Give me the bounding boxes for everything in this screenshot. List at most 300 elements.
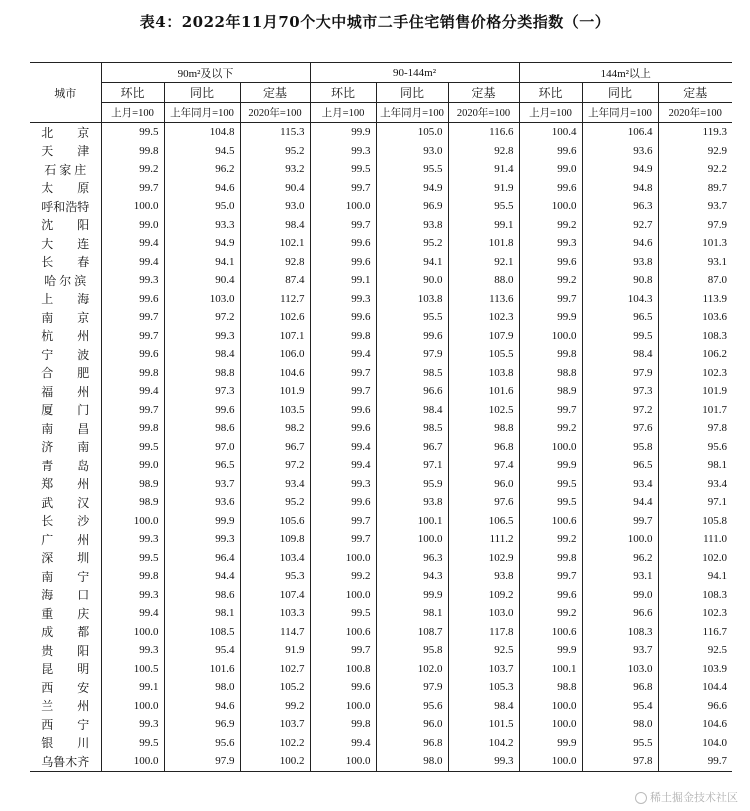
index-value: 94.1 [164,253,240,272]
index-value: 96.8 [448,438,519,457]
index-value: 102.3 [658,364,732,383]
index-value: 99.2 [519,271,582,290]
sub-header-yoy: 同比 [582,83,658,103]
index-value: 100.0 [582,530,658,549]
index-value: 99.8 [519,549,582,568]
index-value: 96.0 [376,715,448,734]
index-value: 97.1 [658,493,732,512]
index-value: 97.2 [582,401,658,420]
city-name: 贵 阳 [41,643,90,658]
index-value: 92.2 [658,160,732,179]
index-value: 103.0 [448,604,519,623]
index-value: 98.6 [164,586,240,605]
city-name: 福 州 [41,384,90,399]
index-value: 98.4 [376,401,448,420]
index-value: 98.8 [164,364,240,383]
base-header-fixed: 2020年=100 [240,103,310,123]
index-value: 95.9 [376,475,448,494]
index-value: 99.3 [519,234,582,253]
index-value: 103.8 [376,290,448,309]
index-value: 92.7 [582,216,658,235]
index-value: 95.6 [164,734,240,753]
index-value: 93.4 [658,475,732,494]
index-value: 96.2 [164,160,240,179]
index-value: 116.6 [448,123,519,142]
index-value: 98.4 [240,216,310,235]
index-value: 99.0 [101,216,164,235]
city-name: 兰 州 [41,699,90,714]
index-value: 99.8 [310,715,376,734]
city-name: 天 津 [41,144,90,159]
index-value: 99.3 [310,142,376,161]
index-value: 98.9 [519,382,582,401]
index-value: 96.4 [164,549,240,568]
index-value: 99.6 [519,142,582,161]
base-header-mom: 上月=100 [310,103,376,123]
sub-header-fixed: 定基 [448,83,519,103]
index-value: 87.4 [240,271,310,290]
index-value: 109.8 [240,530,310,549]
index-value: 98.5 [376,419,448,438]
index-value: 104.8 [164,123,240,142]
index-value: 102.0 [658,549,732,568]
index-value: 99.9 [164,512,240,531]
index-value: 99.3 [101,530,164,549]
index-value: 100.0 [519,438,582,457]
index-value: 99.7 [310,512,376,531]
index-value: 95.4 [582,697,658,716]
index-value: 105.5 [448,345,519,364]
index-value: 99.6 [519,253,582,272]
index-value: 99.2 [519,530,582,549]
index-value: 95.3 [240,567,310,586]
index-value: 100.0 [519,697,582,716]
index-value: 102.1 [240,234,310,253]
index-value: 100.0 [310,549,376,568]
index-value: 99.3 [310,475,376,494]
index-value: 107.1 [240,327,310,346]
index-value: 96.9 [376,197,448,216]
index-value: 99.8 [101,567,164,586]
index-value: 99.4 [101,382,164,401]
index-value: 95.6 [376,697,448,716]
index-value: 94.6 [164,179,240,198]
index-value: 106.2 [658,345,732,364]
index-value: 99.7 [310,641,376,660]
index-value: 113.6 [448,290,519,309]
index-value: 99.7 [101,179,164,198]
index-value: 95.5 [376,160,448,179]
city-name: 南 昌 [41,421,90,436]
index-value: 103.0 [164,290,240,309]
city-name: 上 海 [41,292,90,307]
index-value: 96.6 [658,697,732,716]
index-value: 99.1 [448,216,519,235]
index-value: 99.6 [519,586,582,605]
index-value: 100.5 [101,660,164,679]
city-name: 深 圳 [41,551,90,566]
index-value: 93.4 [240,475,310,494]
city-name: 广 州 [41,532,90,547]
table-row [30,697,732,716]
index-value: 96.5 [582,456,658,475]
city-name: 太 原 [41,181,90,196]
index-value: 93.1 [658,253,732,272]
price-index-table [30,62,732,772]
index-value: 112.7 [240,290,310,309]
index-value: 100.0 [310,697,376,716]
index-value: 93.8 [376,493,448,512]
table-row [30,549,732,568]
sub-header-yoy: 同比 [164,83,240,103]
table-row [30,493,732,512]
index-value: 99.7 [310,364,376,383]
index-value: 101.7 [658,401,732,420]
index-value: 106.0 [240,345,310,364]
index-value: 98.8 [519,678,582,697]
index-value: 93.8 [376,216,448,235]
index-value: 104.2 [448,734,519,753]
index-value: 101.6 [164,660,240,679]
city-name: 南 京 [41,310,90,325]
index-value: 92.8 [240,253,310,272]
index-value: 96.2 [582,549,658,568]
city-name: 宁 波 [41,347,90,362]
page-title: 表4：2022年11月70个大中城市二手住宅销售价格分类指数（一） [139,13,611,31]
index-value: 94.9 [582,160,658,179]
index-value: 92.5 [448,641,519,660]
index-value: 100.0 [519,197,582,216]
index-value: 102.3 [658,604,732,623]
index-value: 97.3 [164,382,240,401]
index-value: 99.9 [376,586,448,605]
index-value: 99.4 [101,604,164,623]
index-value: 99.7 [519,401,582,420]
index-value: 99.1 [310,271,376,290]
index-value: 99.8 [519,345,582,364]
index-value: 98.4 [582,345,658,364]
index-value: 92.5 [658,641,732,660]
sub-header-yoy: 同比 [376,83,448,103]
base-header-mom: 上月=100 [519,103,582,123]
table-row [30,290,732,309]
index-value: 113.9 [658,290,732,309]
index-value: 103.9 [658,660,732,679]
index-value: 100.0 [310,197,376,216]
group-header-large: 144m²以上 [519,63,732,83]
index-value: 99.6 [310,234,376,253]
index-value: 99.4 [310,345,376,364]
index-value: 116.7 [658,623,732,642]
index-value: 98.8 [448,419,519,438]
index-value: 99.3 [101,271,164,290]
group-header-medium: 90-144m² [310,63,519,83]
index-value: 100.1 [519,660,582,679]
group-header-small: 90m²及以下 [101,63,310,83]
city-name: 成 都 [41,625,90,640]
index-value: 103.0 [582,660,658,679]
index-value: 99.0 [101,456,164,475]
index-value: 100.0 [310,586,376,605]
index-value: 103.3 [240,604,310,623]
index-value: 99.6 [164,401,240,420]
index-value: 99.9 [519,456,582,475]
index-value: 95.2 [376,234,448,253]
index-value: 104.3 [582,290,658,309]
index-value: 97.6 [582,419,658,438]
index-value: 92.1 [448,253,519,272]
index-value: 95.5 [448,197,519,216]
index-value: 99.7 [582,512,658,531]
index-value: 100.0 [519,327,582,346]
index-value: 105.2 [240,678,310,697]
index-value: 96.8 [582,678,658,697]
city-name: 昆 明 [41,662,90,677]
table-row [30,345,732,364]
index-value: 101.5 [448,715,519,734]
index-value: 100.4 [519,123,582,142]
index-value: 93.4 [582,475,658,494]
index-value: 100.0 [519,715,582,734]
index-value: 108.5 [164,623,240,642]
index-value: 102.0 [376,660,448,679]
index-value: 99.5 [101,549,164,568]
index-value: 99.4 [101,253,164,272]
index-value: 102.5 [448,401,519,420]
city-name: 西 宁 [41,717,90,732]
index-value: 108.3 [658,327,732,346]
base-header-yoy: 上年同月=100 [376,103,448,123]
table-row [30,530,732,549]
index-value: 97.2 [164,308,240,327]
index-value: 87.0 [658,271,732,290]
index-value: 94.8 [582,179,658,198]
index-value: 93.7 [164,475,240,494]
index-value: 95.8 [582,438,658,457]
index-value: 93.0 [376,142,448,161]
table-body [30,123,732,772]
index-value: 97.0 [164,438,240,457]
index-value: 99.0 [519,160,582,179]
index-value: 100.0 [101,623,164,642]
table-row [30,604,732,623]
index-value: 107.4 [240,586,310,605]
index-value: 99.3 [164,530,240,549]
index-value: 89.7 [658,179,732,198]
table-row [30,401,732,420]
index-value: 99.6 [101,290,164,309]
index-value: 99.7 [310,530,376,549]
table-row [30,456,732,475]
index-value: 100.6 [519,623,582,642]
index-value: 99.9 [519,641,582,660]
index-value: 99.8 [101,364,164,383]
base-header-fixed: 2020年=100 [448,103,519,123]
index-value: 90.8 [582,271,658,290]
index-value: 99.5 [310,160,376,179]
index-value: 99.3 [448,752,519,771]
index-value: 99.9 [519,308,582,327]
index-value: 99.6 [310,678,376,697]
index-value: 91.9 [448,179,519,198]
city-name: 北 京 [41,125,90,140]
index-value: 99.3 [101,715,164,734]
index-value: 96.9 [164,715,240,734]
city-name: 石 家 庄 [44,162,87,177]
table-row [30,160,732,179]
index-value: 99.2 [101,160,164,179]
index-value: 100.0 [519,752,582,771]
index-value: 104.0 [658,734,732,753]
index-value: 98.5 [376,364,448,383]
index-value: 99.6 [310,401,376,420]
index-value: 104.6 [240,364,310,383]
index-value: 98.9 [101,475,164,494]
index-value: 93.0 [240,197,310,216]
index-value: 99.7 [101,401,164,420]
sub-header-mom: 环比 [519,83,582,103]
city-name: 大 连 [41,236,90,251]
index-value: 99.6 [310,253,376,272]
table-row [30,271,732,290]
city-name: 合 肥 [41,366,90,381]
index-value: 99.5 [582,327,658,346]
index-value: 100.0 [101,197,164,216]
index-value: 95.8 [376,641,448,660]
index-value: 94.1 [658,567,732,586]
table-row [30,660,732,679]
table-row [30,253,732,272]
index-value: 98.9 [101,493,164,512]
index-value: 103.8 [448,364,519,383]
index-value: 94.6 [582,234,658,253]
index-value: 108.3 [582,623,658,642]
table-row [30,715,732,734]
index-value: 105.3 [448,678,519,697]
index-value: 101.9 [240,382,310,401]
index-value: 96.7 [376,438,448,457]
index-value: 107.9 [448,327,519,346]
index-value: 99.5 [519,475,582,494]
index-value: 98.0 [164,678,240,697]
index-value: 100.0 [101,512,164,531]
index-value: 99.7 [310,382,376,401]
index-value: 99.6 [519,179,582,198]
index-value: 102.9 [448,549,519,568]
table-row [30,234,732,253]
index-value: 97.8 [658,419,732,438]
index-value: 100.2 [240,752,310,771]
index-value: 99.6 [376,327,448,346]
city-name: 重 庆 [41,606,90,621]
index-value: 99.9 [519,734,582,753]
city-name: 南 宁 [41,569,90,584]
city-header: 城市 [30,63,101,123]
index-value: 94.6 [164,697,240,716]
index-value: 103.6 [658,308,732,327]
index-value: 108.7 [376,623,448,642]
index-value: 97.6 [448,493,519,512]
index-value: 100.1 [376,512,448,531]
index-value: 88.0 [448,271,519,290]
index-value: 108.3 [658,586,732,605]
index-value: 114.7 [240,623,310,642]
community-logo-icon [635,792,647,804]
sub-header-fixed: 定基 [658,83,732,103]
index-value: 117.8 [448,623,519,642]
table-row [30,382,732,401]
base-header-mom: 上月=100 [101,103,164,123]
index-value: 97.4 [448,456,519,475]
table-row [30,734,732,753]
index-value: 100.0 [310,752,376,771]
index-value: 93.6 [164,493,240,512]
index-value: 99.5 [101,734,164,753]
table-row [30,678,732,697]
index-value: 93.3 [164,216,240,235]
index-value: 92.9 [658,142,732,161]
index-value: 100.6 [519,512,582,531]
index-value: 94.9 [376,179,448,198]
index-value: 99.7 [310,216,376,235]
index-value: 97.9 [376,678,448,697]
index-value: 99.8 [101,419,164,438]
index-value: 101.8 [448,234,519,253]
index-value: 99.2 [310,567,376,586]
index-value: 103.7 [240,715,310,734]
index-value: 96.0 [448,475,519,494]
index-value: 99.7 [101,327,164,346]
index-value: 99.5 [101,438,164,457]
index-value: 93.8 [582,253,658,272]
index-value: 91.4 [448,160,519,179]
index-value: 93.2 [240,160,310,179]
index-value: 103.7 [448,660,519,679]
index-value: 102.6 [240,308,310,327]
table-row [30,419,732,438]
index-value: 98.1 [658,456,732,475]
index-value: 115.3 [240,123,310,142]
city-name: 长 沙 [41,514,90,529]
watermark-text: 稀土掘金技术社区 [650,791,738,804]
index-value: 103.4 [240,549,310,568]
index-value: 96.6 [582,604,658,623]
index-value: 93.7 [658,197,732,216]
index-value: 99.4 [310,734,376,753]
index-value: 95.0 [164,197,240,216]
city-name: 银 川 [41,736,90,751]
table-row [30,752,732,771]
index-value: 99.6 [310,308,376,327]
index-value: 101.6 [448,382,519,401]
index-value: 94.9 [164,234,240,253]
index-value: 98.2 [240,419,310,438]
base-header-fixed: 2020年=100 [658,103,732,123]
city-name: 呼和浩特 [41,199,90,214]
index-value: 95.2 [240,493,310,512]
table-row [30,475,732,494]
sub-header-mom: 环比 [101,83,164,103]
index-value: 99.5 [310,604,376,623]
table-row [30,586,732,605]
watermark [635,789,738,805]
sub-header-fixed: 定基 [240,83,310,103]
index-value: 109.2 [448,586,519,605]
index-value: 99.0 [582,586,658,605]
index-value: 101.3 [658,234,732,253]
index-value: 102.3 [448,308,519,327]
index-value: 97.3 [582,382,658,401]
